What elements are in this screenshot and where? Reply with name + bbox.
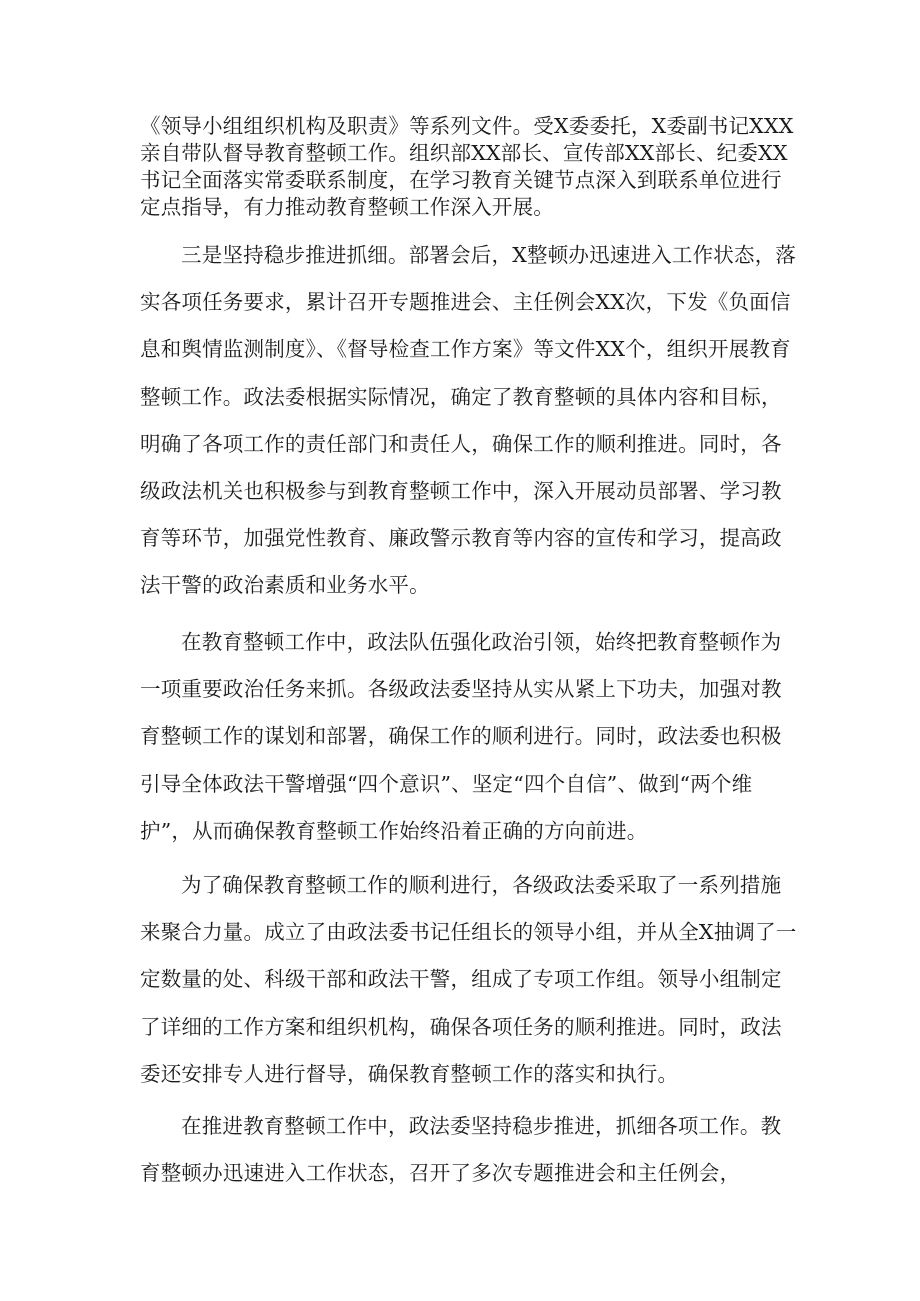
paragraph-continuation: 《领导小组组织机构及职责》等系列文件。受X委委托，X委副书记XXX亲自带队督导教育整顿工作。组织部XX部长、宣传部XX部长、纪委XX书记全面落实常委联系制度，在学习教育关键节点深入到联系单位进行定点指导，有力推动教育整顿工作深入开展。 — [140, 114, 794, 219]
paragraph-advance-work: 在推进教育整顿工作中，政法委坚持稳步推进，抓细各项工作。教育整顿办迅速进入工作状态，召开了多次专题推进会和主任例会， — [140, 1114, 782, 1186]
paragraph-steady-progress: 三是坚持稳步推进抓细。部署会后，X整顿办迅速进入工作状态，落实各项任务要求，累计召开专题推进会、主任例会XX次，下发《负面信息和舆情监测制度》、《督导检查工作方案》等文件XX个，组织开展教育整顿工作。政法委根据实际情况，确定了教育整顿的具体内容和目标，明确了各项工作的责任部门和责任人，确保工作的顺利推进。同时，各级政法机关也积极参与到教育整顿工作中，深入开展动员部署、学习教育等环节，加强党性教育、廉政警示教育等内容的宣传和学习，提高政法干警的政治素质和业务水平。 — [140, 243, 797, 598]
paragraph-gather-forces: 为了确保教育整顿工作的顺利进行，各级政法委采取了一系列措施来聚合力量。成立了由政法委书记任组长的领导小组，并从全X抽调了一定数量的处、科级干部和政法干警，组成了专项工作组。领导小组制定了详细的工作方案和组织机构，确保各项任务的顺利推进。同时，政法委还安排专人进行督导，确保教育整顿工作的落实和执行。 — [140, 873, 797, 1086]
paragraph-political-guidance: 在教育整顿工作中，政法队伍强化政治引领，始终把教育整顿作为一项重要政治任务来抓。各级政法委坚持从实从紧上下功夫，加强对教育整顿工作的谋划和部署，确保工作的顺利进行。同时，政法委也积极引导全体政法干警增强“四个意识”、坚定“四个自信”、做到“两个维护”，从而确保教育整顿工作始终沿着正确的方向前进。 — [140, 630, 782, 843]
